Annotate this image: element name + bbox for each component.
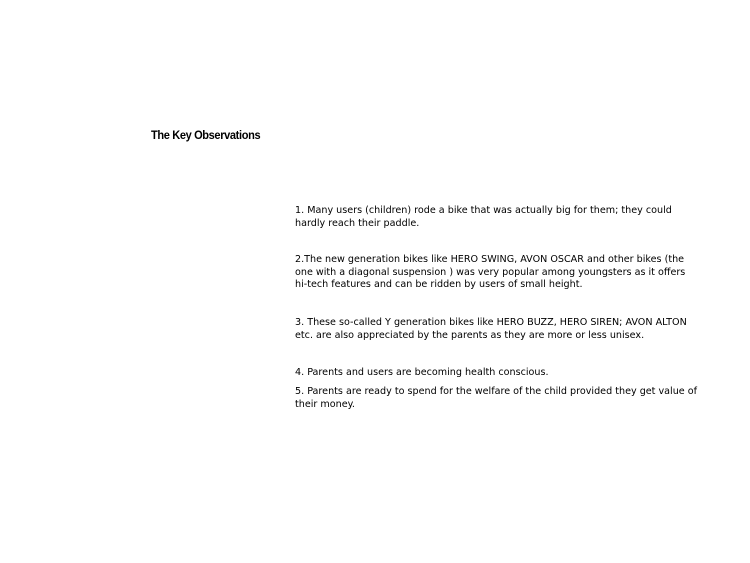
observation-item-1: 1. Many users (children) rode a bike that was actually big for them; they could hardly reach their paddle. — [295, 205, 672, 229]
observation-item-5: 5. Parents are ready to spend for the welfare of the child provided they get value of their money. — [295, 386, 697, 410]
observation-item-2: 2.The new generation bikes like HERO SWING, AVON OSCAR and other bikes (the one with a diagonal suspension ) was very popular among youngsters as it offers hi-tech features and can be ridden by users of small height. — [295, 254, 686, 291]
page-title: The Key Observations — [151, 128, 261, 142]
observation-item-4: 4. Parents and users are becoming health conscious. — [295, 367, 549, 378]
observation-item-3: 3. These so-called Y generation bikes like HERO BUZZ, HERO SIREN; AVON ALTON etc. are also appreciated by the parents as they are more or less unisex. — [295, 317, 687, 341]
